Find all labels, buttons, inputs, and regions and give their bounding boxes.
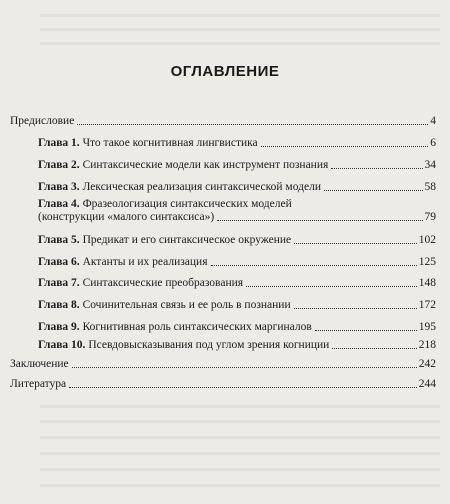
- toc-entry-chapter-8[interactable]: [38, 299, 436, 312]
- chapter-title: Фразеологизация синтаксических моделей: [82, 198, 292, 210]
- dot-leader: [294, 307, 417, 309]
- chapter-number: Глава 3.: [38, 181, 80, 193]
- entry-label: Предисловие: [10, 115, 75, 127]
- toc-entry-conclusion[interactable]: [10, 358, 436, 371]
- page-number: 102: [418, 234, 436, 246]
- dot-leader: [211, 264, 417, 266]
- toc-entry-chapter-6[interactable]: [38, 256, 436, 269]
- chapter-number: Глава 5.: [38, 234, 80, 246]
- page-number: 242: [418, 358, 436, 370]
- chapter-number: Глава 7.: [38, 277, 80, 289]
- toc-entry-chapter-2[interactable]: [38, 159, 436, 172]
- chapter-number: Глава 8.: [38, 299, 80, 311]
- chapter-title: Когнитивная роль синтаксических маргиналов: [82, 321, 312, 333]
- dot-leader: [294, 242, 417, 244]
- toc-entry-chapter-7[interactable]: [38, 277, 436, 290]
- toc-entry-chapter-10[interactable]: [38, 339, 436, 352]
- chapter-number: Глава 4.: [38, 198, 80, 210]
- page-number: 195: [418, 321, 436, 333]
- dot-leader: [315, 329, 417, 331]
- page-number: 244: [418, 378, 436, 390]
- dot-leader: [77, 123, 428, 125]
- dot-leader: [261, 145, 429, 147]
- toc-entry-literature[interactable]: [10, 378, 436, 391]
- page-title: ОГЛАВЛЕНИЕ: [170, 63, 280, 80]
- page-number: 4: [430, 115, 436, 127]
- toc-entry-chapter-3[interactable]: [38, 181, 436, 194]
- dot-leader: [331, 167, 422, 169]
- toc-entry-chapter-1[interactable]: [38, 137, 436, 150]
- page-number: 58: [424, 181, 436, 193]
- toc-entry-chapter-4[interactable]: [38, 198, 436, 224]
- chapter-number: Глава 2.: [38, 159, 80, 171]
- chapter-title: Сочинительная связь и ее роль в познании: [82, 299, 291, 311]
- chapter-number: Глава 6.: [38, 256, 80, 268]
- chapter-title: Что такое когнитивная лингвистика: [82, 137, 258, 149]
- dot-leader: [246, 285, 417, 287]
- dot-leader: [332, 347, 416, 349]
- chapter-title: Лексическая реализация синтаксической модели: [82, 181, 321, 193]
- page-number: 125: [418, 256, 436, 268]
- chapter-title: Синтаксические модели как инструмент познания: [82, 159, 329, 171]
- toc-entry-chapter-5[interactable]: [38, 234, 436, 247]
- page-number: 6: [430, 137, 436, 149]
- chapter-title-continued: (конструкции «малого синтаксиса»): [38, 211, 215, 223]
- entry-label: Заключение: [10, 358, 69, 370]
- chapter-title: Актанты и их реализация: [82, 256, 208, 268]
- chapter-title: Синтаксические преобразования: [82, 277, 244, 289]
- dot-leader: [324, 189, 423, 191]
- chapter-number: Глава 10.: [38, 339, 86, 351]
- chapter-number: Глава 9.: [38, 321, 80, 333]
- page-number: 148: [418, 277, 436, 289]
- page-number: 172: [418, 299, 436, 311]
- dot-leader: [69, 386, 417, 388]
- toc-entry-preface[interactable]: [10, 115, 436, 128]
- page-number: 79: [424, 211, 436, 223]
- chapter-title: Псевдовысказывания под углом зрения когниции: [88, 339, 330, 351]
- chapter-title: Предикат и его синтаксическое окружение: [82, 234, 292, 246]
- toc-entry-chapter-9[interactable]: [38, 321, 436, 334]
- page-number: 34: [424, 159, 436, 171]
- chapter-number: Глава 1.: [38, 137, 80, 149]
- dot-leader: [217, 219, 422, 221]
- entry-label: Литература: [10, 378, 67, 390]
- dot-leader: [72, 366, 417, 368]
- page-number: 218: [418, 339, 436, 351]
